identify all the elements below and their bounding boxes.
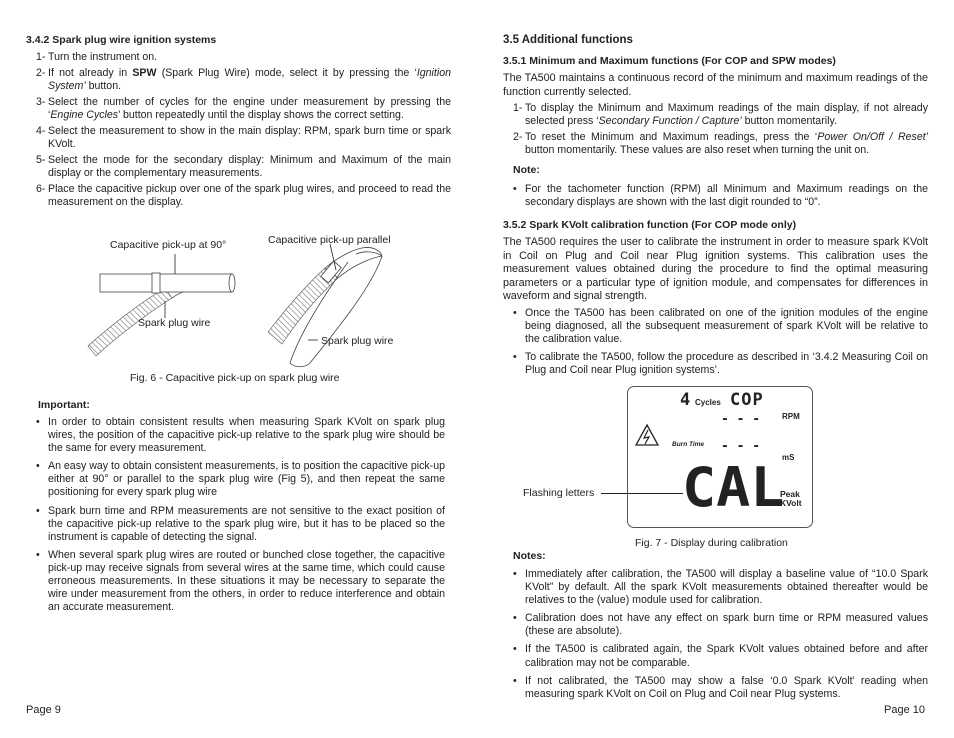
lcd-cycles-label: Cycles: [695, 398, 721, 407]
step-item: [36, 96, 451, 123]
figure-7-caption: Fig. 7 - Display during calibration: [635, 537, 788, 549]
lcd-kvolt-label: KVolt: [780, 498, 802, 508]
step-text-pre: Select the number of cycles for the engine under measurement by pressing the ‘: [48, 95, 451, 122]
bullet-item: • Once the TA500 has been calibrated on one of the ignition modules of the engine being diagnosed, all the subsequent measurement of spark KVolt will be relative to the calibration value.: [511, 307, 928, 346]
calibration-list: [511, 307, 928, 382]
warning-high-voltage-icon: [634, 423, 660, 447]
step-text-post: button momentarily.: [741, 115, 837, 128]
notes-list: [511, 568, 928, 706]
step-number: 3-: [36, 95, 46, 108]
page-number-right: Page 10: [884, 704, 925, 716]
step-text-mid: (Spark Plug Wire) mode, select it by pressing the ‘: [156, 66, 417, 79]
bullet-item: • Spark burn time and RPM measurements are not sensitive to the exact position of the capacitive pick-up relative to the spark plug wire, but it has to be placed so the instrument is capable of detecting the signal.: [34, 505, 445, 544]
label-spark-plug-wire-a: Spark plug wire: [138, 317, 211, 329]
page-10: [477, 0, 954, 738]
step-text-pre: Turn the instrument on.: [48, 51, 158, 63]
step-number: 1-: [36, 51, 46, 63]
step-text-pre: Select the mode for the secondary display: Minimum and Maximum of the main display or the complementary measurements.: [48, 154, 451, 180]
step-number: 2-: [513, 131, 523, 144]
step-text-pre: If not already in: [48, 66, 133, 79]
figure-6-caption: Fig. 6 - Capacitive pick-up on spark plug wire: [130, 372, 340, 384]
step-number: 4-: [36, 124, 46, 137]
step-text-pre: To display the Minimum and Maximum readings of the main display, if not already selected press ‘: [525, 102, 928, 128]
bullet-item: • In order to obtain consistent results when measuring Spark KVolt on spark plug wires, the position of the capacitive pick-up relative to the spark plug wire should be the same for every measurement.: [34, 416, 445, 455]
lcd-mode: COP: [730, 390, 764, 410]
page-number-left: Page 9: [26, 704, 61, 716]
step-text-pre: To reset the Minimum and Maximum readings, press the ‘: [525, 131, 818, 144]
label-spark-plug-wire-b: Spark plug wire: [321, 335, 394, 347]
lcd-display: [627, 386, 813, 528]
step-text-b: SPW: [132, 66, 157, 79]
step-text-pre: Select the measurement to show in the main display: RPM, spark burn time or spark KVolt.: [48, 124, 451, 151]
spark-plug-wire-illustration: [0, 228, 477, 393]
step-number: 6-: [36, 183, 46, 196]
step-item: [36, 183, 451, 210]
lcd-ms-label: mS: [782, 453, 795, 462]
section-heading-3-4-2: 3.4.2 Spark plug wire ignition systems: [26, 34, 217, 46]
step-text-post: button momentarily. These values are also reset when turning the unit on.: [525, 144, 870, 157]
bullet-item: • When several spark plug wires are routed or bunched close together, the capacitive pick-up may receive signals from several wires at the same time, which could cause erroneous measurements. In these situations it may be necessary to separate the wire under measurement from the others, in order to reduce interference and obtain an accurate measurement.: [34, 549, 445, 614]
important-heading: Important:: [38, 399, 90, 411]
step-text-i: Engine Cycles: [50, 109, 119, 122]
step-text-post: button.: [85, 80, 122, 93]
bullet-item: • An easy way to obtain consistent measurements, is to position the capacitive pick-up either at 90° or parallel to the spark plug wire (Fig 5), and then repeat the same positioning for every spark plug wire: [34, 460, 445, 499]
lcd-peak-kvolt-label: [780, 490, 802, 508]
lcd-rpm-label: RPM: [782, 412, 800, 421]
paragraph-calibration: The TA500 requires the user to calibrate the instrument in order to measure spark KVolt in Coil on Plug and Coil near Plug ignition systems. This calibration uses the measurement values obtained during the procedure to find the optimal measuring parameters or a particular type of ignition module, and compensates for differences in waveform and signal strength.: [503, 236, 928, 302]
figure-6: [0, 228, 477, 393]
step-item: [36, 67, 451, 94]
subheading-3-5-1: 3.5.1 Minimum and Maximum functions (For COP and SPW modes): [503, 55, 836, 67]
note-heading: Note:: [513, 164, 540, 176]
min-max-steps: [513, 102, 928, 160]
step-number: 1-: [513, 102, 523, 114]
bullet-item: • To calibrate the TA500, follow the procedure as described in ‘3.4.2 Measuring Coil on Plug and Coil near Plug ignition systems’.: [511, 351, 928, 377]
lcd-cycles-digit: 4: [680, 390, 691, 410]
subheading-3-5-2: 3.5.2 Spark KVolt calibration function (For COP mode only): [503, 219, 797, 231]
step-item: [36, 125, 451, 152]
flashing-letters-label: Flashing letters: [523, 487, 595, 499]
notes-heading: Notes:: [513, 550, 546, 562]
step-text-button: Secondary Function / Capture’: [598, 115, 742, 128]
lcd-burn-time-label: Burn Time: [672, 441, 705, 448]
step-number: 5-: [36, 154, 46, 167]
step-text-post: ’ button repeatedly until the display shows the correct setting.: [118, 109, 404, 122]
bullet-item: • Calibration does not have any effect on spark burn time or RPM measured values (these are absolute).: [511, 612, 928, 638]
label-pickup-90: Capacitive pick-up at 90°: [110, 239, 227, 251]
step-text-pre: Place the capacitive pickup over one of the spark plug wires, and proceed to read the measurement on the display.: [48, 183, 451, 209]
paragraph-min-max: The TA500 maintains a continuous record of the minimum and maximum readings of the function currently selected.: [503, 72, 928, 98]
step-text-button: Power On/Off / Reset’: [817, 131, 929, 144]
label-pickup-parallel: Capacitive pick-up parallel: [268, 234, 391, 246]
step-text-i: Ignition System’: [48, 66, 451, 93]
bullet-item: • If the TA500 is calibrated again, the Spark KVolt values obtained before and after calibration may not be comparable.: [511, 643, 928, 669]
lcd-main-reading: CAL: [682, 456, 785, 519]
bullet-item: • If not calibrated, the TA500 may show a false ‘0.0 Spark KVolt’ reading when measuring spark KVolt on Coil on Plug and Coil near Plug systems.: [511, 675, 928, 701]
bullet-item: • For the tachometer function (RPM) all Minimum and Maximum readings on the secondary displays are shown with the last digit rounded to “0”.: [511, 183, 928, 209]
step-item: [513, 102, 928, 129]
important-list: [34, 416, 445, 619]
step-item: [513, 131, 928, 158]
step-item: [36, 51, 451, 64]
section-heading-3-5: 3.5 Additional functions: [503, 34, 633, 46]
lcd-rpm-dashes: - - -: [721, 412, 761, 427]
bullet-item: • Immediately after calibration, the TA500 will display a baseline value of “10.0 Spark KVolt” by default. All the spark KVolt measurements obtained thereafter would be relatives to the (value) module used for calibration.: [511, 568, 928, 607]
note-list: [511, 183, 928, 214]
lcd-peak-label: Peak: [780, 489, 800, 499]
steps-list: [36, 51, 451, 212]
flashing-letters-leader-line: [601, 493, 683, 494]
lcd-burn-dashes: - - -: [721, 439, 761, 454]
step-item: [36, 154, 451, 181]
step-number: 2-: [36, 66, 46, 79]
